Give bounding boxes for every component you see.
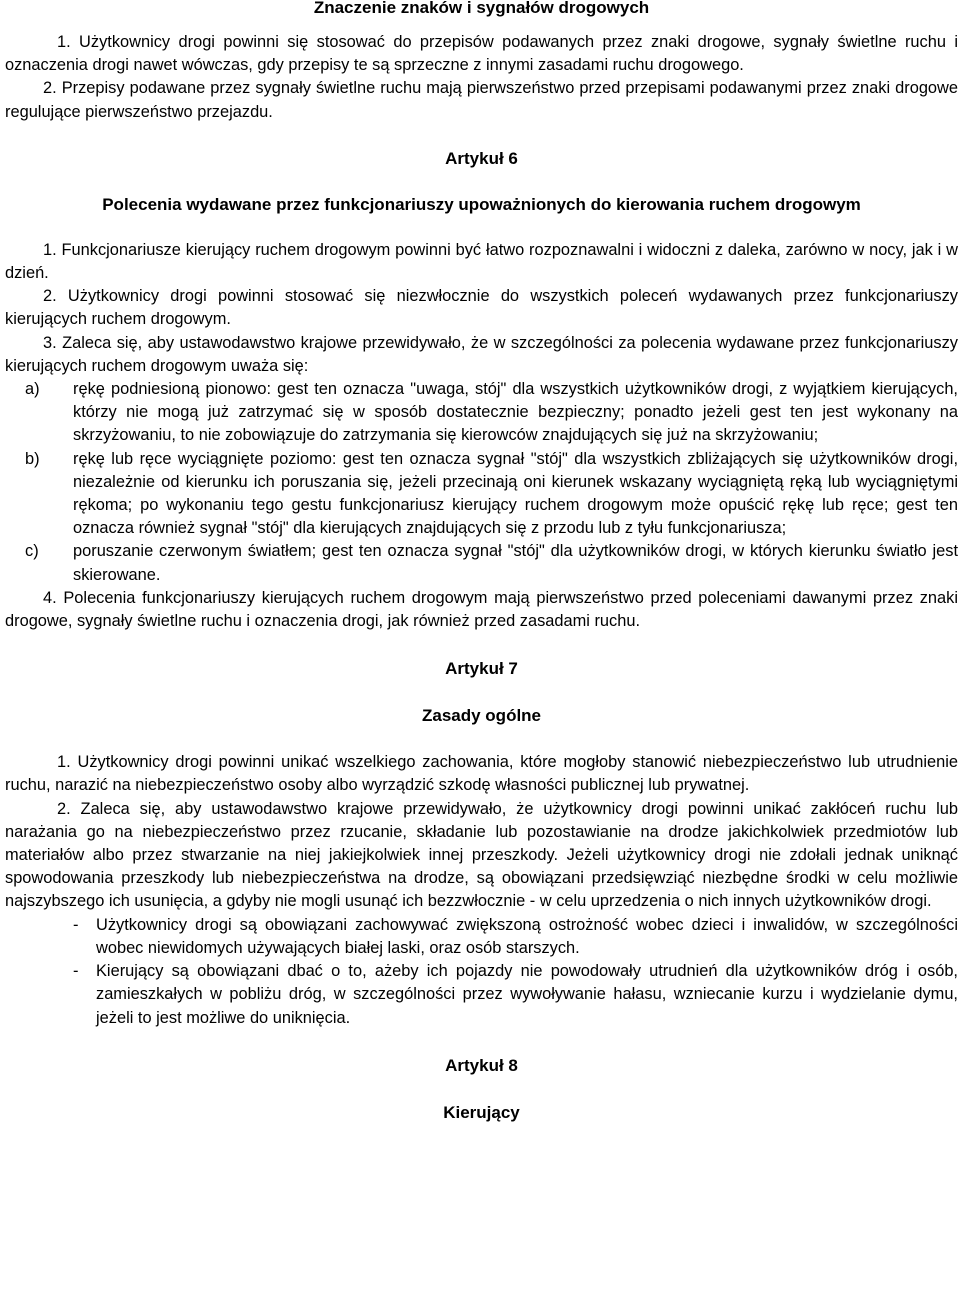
article-8-heading: Artykuł 8 <box>445 1055 518 1075</box>
list-item-a <box>5 378 958 448</box>
article-6-paragraph-1: 1. Funkcjonariusze kierujący ruchem drogowym powinni być łatwo rozpoznawalni i widoczni z daleka, zarówno w nocy, jak i w dzień. <box>5 240 958 283</box>
dash-item-2 <box>5 960 958 1030</box>
list-item-b <box>5 448 958 541</box>
dash-text: Kierujący są obowiązani dbać o to, ażeby ich pojazdy nie powodowały utrudnień dla użytkowników dróg i osób, zamieszkałych w pobliżu dróg, w szczególności przez wywoływanie hałasu, wzniecanie kurzu i wydzielanie dymu, jeżeli to jest możliwe do uniknięcia. <box>96 962 958 1027</box>
document-page <box>5 0 958 1124</box>
article-6-heading: Artykuł 6 <box>445 148 518 168</box>
dash-marker: - <box>73 962 79 981</box>
article-6-paragraph-3: 3. Zaleca się, aby ustawodawstwo krajowe przewidywało, że w szczególności za polecenia wydawane przez funkcjonariuszy kierujących ruchem drogowym uważa się: <box>5 333 958 375</box>
article-7-heading: Artykuł 7 <box>445 659 518 679</box>
list-text: poruszanie czerwonym światłem; gest ten oznacza sygnał "stój" dla użytkowników drogi, w których kierunku światło jest skierowane. <box>73 542 958 584</box>
intro-paragraph-1: 1. Użytkownicy drogi powinni się stosować do przepisów podawanych przez znaki drogowe, sygnały świetlne ruchu i oznaczenia drogi nawet wówczas, gdy przepisy te są sprzeczne z innymi zasadami ruchu drogowego. <box>5 33 958 75</box>
list-text: rękę podniesioną pionowo: gest ten oznacza "uwaga, stój" dla wszystkich użytkowników drogi, z wyjątkiem kierujących, którzy nie mogą już zatrzymać się w sposób dostatecznie bezpieczny; ponadto jeżeli gest ten jest wykonany na skrzyżowaniu, to nie zobowiązuje do zatrzymania się kierowców znajdujących się już na skrzyżowaniu; <box>73 380 958 445</box>
dash-text: Użytkownicy drogi są obowiązani zachowywać zwiększoną ostrożność wobec dzieci i inwalidów, w szczególności wobec niewidomych używających białej laski, oraz osób starszych. <box>96 915 958 957</box>
dash-item-1 <box>5 914 958 960</box>
list-item-c <box>5 540 958 586</box>
intro-paragraph-2: 2. Przepisy podawane przez sygnały świetlne ruchu mają pierwszeństwo przed przepisami podawanymi przez znaki drogowe regulujące pierwszeństwo przejazdu. <box>5 79 958 121</box>
article-6-subheading: Polecenia wydawane przez funkcjonariuszy upoważnionych do kierowania ruchem drogowym <box>102 194 861 214</box>
section-title: Znaczenie znaków i sygnałów drogowych <box>313 0 650 17</box>
article-7-paragraph-2: 2. Zaleca się, aby ustawodawstwo krajowe przewidywało, że użytkownicy drogi powinni unikać zakłóceń ruchu lub narażania go na niebezpieczeństwo przez rzucanie, składanie lub pozostawianie na drodze jakichkolwiek przedmiotów lub materiałów albo przez stwarzanie na niej jakiejkolwiek innej przeszkody. Jeżeli użytkownicy drogi nie zdołali jednak uniknąć spowodowania przeszkody lub niebezpieczeństwa na drodze, są obowiązani przedsięwziąć niezbędne środki w celu możliwie najszybszego ich usunięcia, a gdyby nie mogli usunąć ich bezzwłocznie - w celu uprzedzenia o nich innych użytkowników drogi. <box>5 799 958 911</box>
list-text: rękę lub ręce wyciągnięte poziomo: gest ten oznacza sygnał "stój" dla wszystkich zbliżających się użytkowników drogi, niezależnie od kierunku ich poruszania się, jeżeli przecinają oni kierunek wskazany wyciągniętą ręką lub wyciągniętymi rękoma; po wykonaniu tego gestu funkcjonariusz kierujący ruchem drogowym może opuścić rękę lub ręce; gest ten oznacza również sygnał "stój" dla kierujących znajdujących się z przodu lub z tyłu funkcjonariusza; <box>73 449 958 538</box>
list-marker: c) <box>25 542 39 561</box>
article-8-subheading: Kierujący <box>443 1102 520 1122</box>
list-marker: b) <box>25 449 40 468</box>
article-6-paragraph-4: 4. Polecenia funkcjonariuszy kierujących ruchem drogowym mają pierwszeństwo przed poleceniami dawanymi przez znaki drogowe, sygnały świetlne ruchu i oznaczenia drogi, jak również przed zasadami ruchu. <box>5 588 958 631</box>
article-6-paragraph-2: 2. Użytkownicy drogi powinni stosować się niezwłocznie do wszystkich poleceń wydawanych przez funkcjonariuszy kierujących ruchem drogowym. <box>5 287 958 329</box>
dash-marker: - <box>73 915 79 934</box>
article-7-paragraph-1: 1. Użytkownicy drogi powinni unikać wszelkiego zachowania, które mogłoby stanowić niebezpieczeństwo lub utrudnienie ruchu, narazić na niebezpieczeństwo osoby albo wyrządzić szkodę własności publicznej lub prywatnej. <box>5 753 958 795</box>
list-marker: a) <box>25 380 40 399</box>
article-7-subheading: Zasady ogólne <box>421 706 542 726</box>
